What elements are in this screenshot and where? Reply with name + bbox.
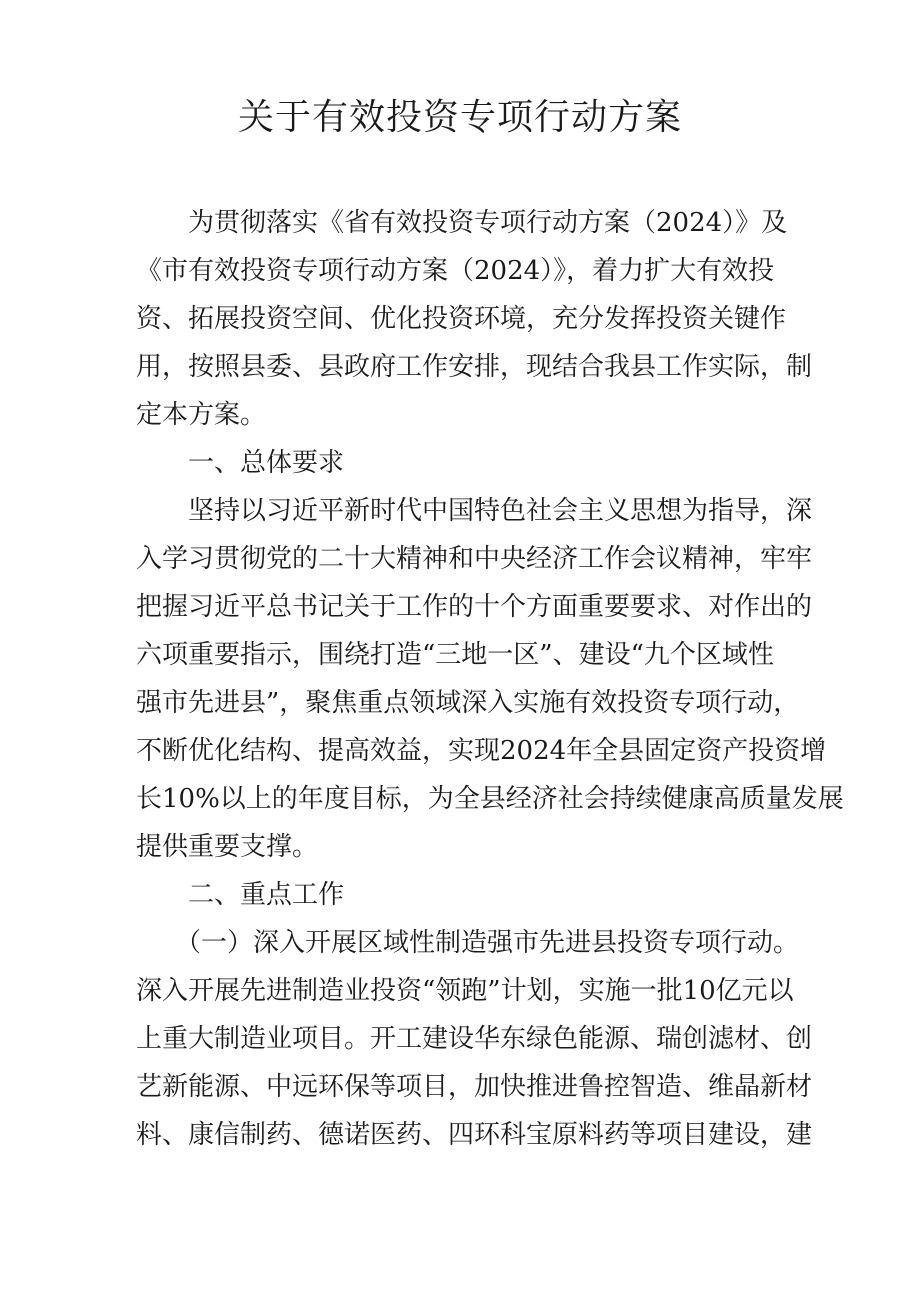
paragraph-intro-line-3: 资、拓展投资空间、优化投资环境，充分发挥投资关键作 [136,304,787,334]
paragraph-requirements-line-6: 不断优化结构、提高效益，实现2024年全县固定资产投资增 [136,736,827,766]
paragraph-key-work-line-5: 料、康信制药、德诺医药、四环科宝原料药等项目建设，建 [136,1120,813,1150]
document-body [136,199,844,1159]
paragraph-requirements-line-8: 提供重要支撑。 [136,832,319,862]
document-title: 关于有效投资专项行动方案 [237,97,682,138]
paragraph-requirements-line-3: 把握习近平总书记关于工作的十个方面重要要求、对作出的 [136,592,813,622]
paragraph-intro-line-5: 定本方案。 [136,400,267,430]
paragraph-requirements-line-4: 六项重要指示，围绕打造“三地一区”、建设“九个区域性 [136,640,774,670]
paragraph-key-work-line-1: （一）深入开展区域性制造强市先进县投资专项行动。 [136,928,800,958]
paragraph-requirements-line-5: 强市先进县”，聚焦重点领域深入实施有效投资专项行动， [136,688,800,718]
section-heading-general-requirements: 一、总体要求 [136,448,345,478]
paragraph-intro-line-4: 用，按照县委、县政府工作安排，现结合我县工作实际，制 [136,352,813,382]
paragraph-intro-line-1: 为贯彻落实《省有效投资专项行动方案（2024）》及 [136,208,788,238]
paragraph-requirements-line-1: 坚持以习近平新时代中国特色社会主义思想为指导，深 [136,496,813,526]
section-heading-key-work: 二、重点工作 [136,880,345,910]
paragraph-intro-line-2: 《市有效投资专项行动方案（2024）》，着力扩大有效投 [136,256,775,286]
paragraph-key-work-line-2: 深入开展先进制造业投资“领跑”计划，实施一批10亿元以 [136,976,794,1006]
paragraph-key-work-line-3: 上重大制造业项目。开工建设华东绿色能源、瑞创滤材、创 [136,1024,813,1054]
paragraph-requirements-line-7: 长10%以上的年度目标，为全县经济社会持续健康高质量发展 [136,784,844,814]
paragraph-requirements-line-2: 入学习贯彻党的二十大精神和中央经济工作会议精神，牢牢 [136,544,813,574]
paragraph-key-work-line-4: 艺新能源、中远环保等项目，加快推进鲁控智造、维晶新材 [136,1072,813,1102]
